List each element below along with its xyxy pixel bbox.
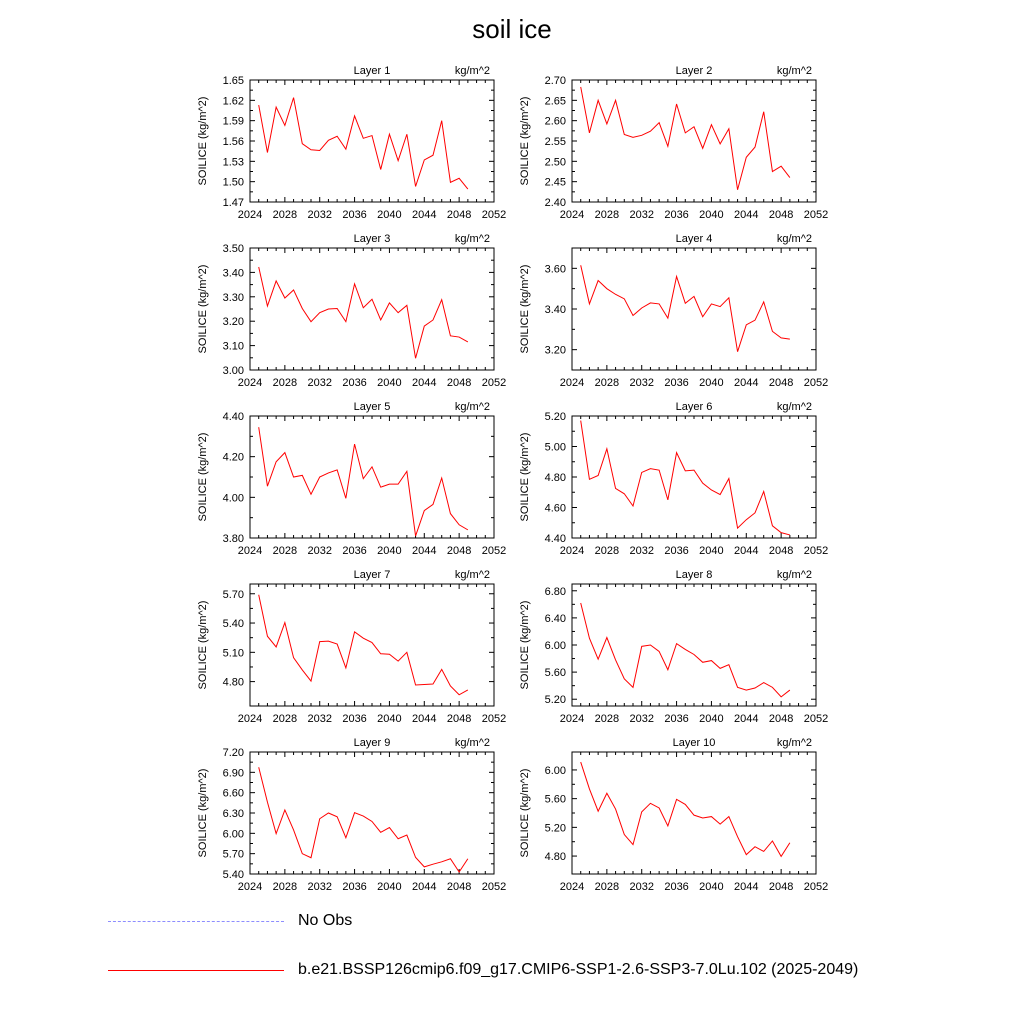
panel-6-xtick-label: 2040 <box>699 545 724 557</box>
panel-3-ytick-label: 3.20 <box>222 316 244 329</box>
panel-7-xtick-label: 2032 <box>307 713 332 725</box>
panel-8-units: kg/m^2 <box>776 569 812 581</box>
panel-5-xtick-label: 2040 <box>377 545 402 557</box>
panel-2-xtick-label: 2028 <box>594 209 620 221</box>
panel-7-xtick-label: 2052 <box>481 713 507 725</box>
panel-9-ytick-label: 6.00 <box>222 828 244 841</box>
panel-2-title: Layer 2 <box>675 65 713 77</box>
panel-4-frame <box>572 248 816 370</box>
panel-5-xtick-label: 2052 <box>481 545 507 557</box>
panel-5-xtick-label: 2036 <box>342 545 367 557</box>
panel-9-xtick-label: 2048 <box>446 881 472 893</box>
panel-7-frame <box>250 584 494 706</box>
panel-7-title: Layer 7 <box>353 569 391 581</box>
panel-2-ytick-label: 2.45 <box>544 176 566 189</box>
panel-2-ytick-label: 2.40 <box>544 197 566 209</box>
panel-2-xtick-label: 2048 <box>768 209 794 221</box>
panel-7-units: kg/m^2 <box>454 569 490 581</box>
legend-swatch-solid <box>108 970 284 971</box>
panel-5-xtick-label: 2028 <box>272 545 298 557</box>
panel-1-xtick-label: 2040 <box>377 209 402 221</box>
panel-10-ytick-label: 5.60 <box>544 793 566 806</box>
panel-1-ytick-label: 1.65 <box>222 75 244 87</box>
panel-8-xtick-label: 2040 <box>699 713 724 725</box>
panel-8-ytick-label: 6.80 <box>544 585 566 598</box>
panel-2-ytick-label: 2.50 <box>544 156 566 169</box>
panel-2-frame <box>572 80 816 202</box>
panel-1-xtick-label: 2048 <box>446 209 472 221</box>
panel-10-ytick-label: 4.80 <box>544 851 566 864</box>
panel-1-xtick-label: 2024 <box>237 209 263 221</box>
panel-3-xtick-label: 2040 <box>377 377 402 389</box>
panel-8-xtick-label: 2032 <box>629 713 654 725</box>
panel-2-ytick-label: 2.60 <box>544 115 566 128</box>
panel-4-xtick-label: 2052 <box>803 377 829 389</box>
legend-label-model-run: b.e21.BSSP126cmip6.f09_g17.CMIP6-SSP1-2.6-SSP3-7.0Lu.102 (2025-2049) <box>298 961 859 978</box>
panel-10-xtick-label: 2032 <box>629 881 654 893</box>
panel-10-ylabel: SOILICE (kg/m^2) <box>519 768 531 858</box>
panel-2-xtick-label: 2044 <box>734 209 759 221</box>
panel-10-xtick-label: 2040 <box>699 881 724 893</box>
panel-7-xtick-label: 2028 <box>272 713 298 725</box>
panel-3-xtick-label: 2024 <box>237 377 263 389</box>
panel-5-xtick-label: 2044 <box>412 545 437 557</box>
panel-2-ylabel: SOILICE (kg/m^2) <box>519 96 531 186</box>
panel-6-ytick-label: 5.20 <box>544 411 566 423</box>
panel-6-ytick-label: 4.80 <box>544 472 566 484</box>
panel-2-series-line <box>581 87 790 190</box>
panel-3-units: kg/m^2 <box>454 233 490 245</box>
panel-8-title: Layer 8 <box>675 569 713 581</box>
panel-8-xtick-label: 2052 <box>803 713 829 725</box>
panel-9-ytick-label: 7.20 <box>222 747 244 759</box>
panel-5-units: kg/m^2 <box>454 401 490 413</box>
panel-6-xtick-label: 2044 <box>734 545 759 557</box>
panel-7-xtick-label: 2044 <box>412 713 437 725</box>
panel-7-xtick-label: 2036 <box>342 713 367 725</box>
panel-4-xtick-label: 2024 <box>559 377 585 389</box>
panel-6-units: kg/m^2 <box>776 401 812 413</box>
panel-1-xtick-label: 2052 <box>481 209 507 221</box>
panel-3-xtick-label: 2044 <box>412 377 437 389</box>
panel-1-ytick-label: 1.59 <box>222 115 244 128</box>
panel-8-ytick-label: 6.40 <box>544 612 566 625</box>
panel-4-xtick-label: 2040 <box>699 377 724 389</box>
panel-7-xtick-label: 2048 <box>446 713 472 725</box>
panel-3-ytick-label: 3.30 <box>222 291 244 304</box>
panel-4-title: Layer 4 <box>675 233 713 245</box>
panel-2-xtick-label: 2032 <box>629 209 654 221</box>
panel-9-ytick-label: 5.40 <box>222 869 244 881</box>
panel-3-frame <box>250 248 494 370</box>
panel-4-xtick-label: 2048 <box>768 377 794 389</box>
panel-9-ytick-label: 5.70 <box>222 848 244 861</box>
panel-10-xtick-label: 2024 <box>559 881 585 893</box>
panel-2-xtick-label: 2040 <box>699 209 724 221</box>
panel-2-ytick-label: 2.65 <box>544 95 566 108</box>
panel-1-ytick-label: 1.47 <box>222 197 244 209</box>
chart-title: soil ice <box>472 14 552 44</box>
panel-4-ytick-label: 3.60 <box>544 263 566 276</box>
panel-9-xtick-label: 2044 <box>412 881 437 893</box>
panel-8-xtick-label: 2028 <box>594 713 620 725</box>
panel-6-xtick-label: 2028 <box>594 545 620 557</box>
panel-5-ytick-label: 4.40 <box>222 411 244 423</box>
panel-7-xtick-label: 2040 <box>377 713 402 725</box>
panel-6-ylabel: SOILICE (kg/m^2) <box>519 432 531 522</box>
panel-5-ytick-label: 3.80 <box>222 533 244 545</box>
panel-3-ytick-label: 3.40 <box>222 267 244 280</box>
panel-10-ytick-label: 5.20 <box>544 822 566 835</box>
panel-5-xtick-label: 2024 <box>237 545 263 557</box>
panel-2-ytick-label: 2.55 <box>544 136 566 148</box>
panel-3-xtick-label: 2048 <box>446 377 472 389</box>
panel-1-ytick-label: 1.53 <box>222 156 244 169</box>
panel-4-xtick-label: 2028 <box>594 377 620 389</box>
panel-1-xtick-label: 2044 <box>412 209 437 221</box>
panel-9-xtick-label: 2028 <box>272 881 298 893</box>
panel-10-xtick-label: 2044 <box>734 881 759 893</box>
panel-5-ytick-label: 4.20 <box>222 451 244 464</box>
panel-4-xtick-label: 2032 <box>629 377 654 389</box>
panel-3-ytick-label: 3.00 <box>222 365 244 377</box>
panel-8-xtick-label: 2048 <box>768 713 794 725</box>
panel-9-xtick-label: 2040 <box>377 881 402 893</box>
panel-3-ylabel: SOILICE (kg/m^2) <box>197 264 209 354</box>
panel-3-xtick-label: 2028 <box>272 377 298 389</box>
panel-1-xtick-label: 2036 <box>342 209 367 221</box>
panel-1-ytick-label: 1.56 <box>222 136 244 148</box>
panel-3-ytick-label: 3.50 <box>222 243 244 255</box>
panel-7-ytick-label: 5.40 <box>222 618 244 631</box>
panel-6-xtick-label: 2032 <box>629 545 654 557</box>
panel-1-title: Layer 1 <box>353 65 391 77</box>
panel-4-xtick-label: 2036 <box>664 377 689 389</box>
panel-2-xtick-label: 2024 <box>559 209 585 221</box>
panel-6-xtick-label: 2036 <box>664 545 689 557</box>
panel-8-ytick-label: 6.00 <box>544 640 566 652</box>
panel-9-xtick-label: 2052 <box>481 881 507 893</box>
panel-8-ytick-label: 5.20 <box>544 694 566 707</box>
panel-2-xtick-label: 2036 <box>664 209 689 221</box>
panel-4-ylabel: SOILICE (kg/m^2) <box>519 264 531 354</box>
panel-5-xtick-label: 2032 <box>307 545 332 557</box>
panel-8-ytick-label: 5.60 <box>544 667 566 680</box>
panel-6-ytick-label: 4.40 <box>544 533 566 545</box>
panel-8-frame <box>572 584 816 706</box>
panel-7-series-line <box>259 595 468 695</box>
panel-9-ytick-label: 6.60 <box>222 787 244 800</box>
panel-1-ytick-label: 1.50 <box>222 176 244 189</box>
panel-4-ytick-label: 3.20 <box>544 344 566 357</box>
panel-8-xtick-label: 2036 <box>664 713 689 725</box>
panel-10-title: Layer 10 <box>672 737 716 749</box>
panel-9-xtick-label: 2032 <box>307 881 332 893</box>
panel-6-ytick-label: 5.00 <box>544 441 566 454</box>
legend-swatch-dashed <box>108 921 284 922</box>
panel-1-xtick-label: 2032 <box>307 209 332 221</box>
panel-4-xtick-label: 2044 <box>734 377 759 389</box>
panel-10-series-line <box>581 762 790 856</box>
panel-2-units: kg/m^2 <box>776 65 812 77</box>
panel-10-frame <box>572 752 816 874</box>
panel-9-title: Layer 9 <box>353 737 391 749</box>
panel-3-xtick-label: 2036 <box>342 377 367 389</box>
panel-9-xtick-label: 2036 <box>342 881 367 893</box>
panel-8-xtick-label: 2024 <box>559 713 585 725</box>
panel-10-xtick-label: 2048 <box>768 881 794 893</box>
panel-1-units: kg/m^2 <box>454 65 490 77</box>
panel-4-series-line <box>581 265 790 351</box>
panel-1-xtick-label: 2028 <box>272 209 298 221</box>
panel-5-ylabel: SOILICE (kg/m^2) <box>197 432 209 522</box>
panel-5-title: Layer 5 <box>353 401 391 413</box>
panel-8-series-line <box>581 603 790 697</box>
panel-6-xtick-label: 2024 <box>559 545 585 557</box>
panel-1-frame <box>250 80 494 202</box>
panel-6-frame <box>572 416 816 538</box>
panel-7-ytick-label: 4.80 <box>222 676 244 689</box>
panel-1-series-line <box>259 98 468 189</box>
panel-6-xtick-label: 2052 <box>803 545 829 557</box>
panel-6-xtick-label: 2048 <box>768 545 794 557</box>
panel-2-ytick-label: 2.70 <box>544 75 566 87</box>
panel-3-title: Layer 3 <box>353 233 391 245</box>
panel-7-ylabel: SOILICE (kg/m^2) <box>197 600 209 690</box>
panel-8-xtick-label: 2044 <box>734 713 759 725</box>
legend-label-no-obs: No Obs <box>298 912 353 929</box>
panel-10-ytick-label: 6.00 <box>544 764 566 777</box>
panel-3-xtick-label: 2032 <box>307 377 332 389</box>
panel-3-xtick-label: 2052 <box>481 377 507 389</box>
panel-9-ytick-label: 6.90 <box>222 767 244 780</box>
panel-7-ytick-label: 5.70 <box>222 588 244 601</box>
panel-1-ytick-label: 1.62 <box>222 95 244 108</box>
panel-3-ytick-label: 3.10 <box>222 340 244 353</box>
panel-10-xtick-label: 2052 <box>803 881 829 893</box>
panel-6-series-line <box>581 421 790 535</box>
panel-9-xtick-label: 2024 <box>237 881 263 893</box>
panel-7-xtick-label: 2024 <box>237 713 263 725</box>
panel-5-frame <box>250 416 494 538</box>
panel-9-units: kg/m^2 <box>454 737 490 749</box>
panel-9-ytick-label: 6.30 <box>222 808 244 820</box>
panel-2-xtick-label: 2052 <box>803 209 829 221</box>
panel-9-ylabel: SOILICE (kg/m^2) <box>197 768 209 858</box>
panel-10-xtick-label: 2028 <box>594 881 620 893</box>
panel-10-units: kg/m^2 <box>776 737 812 749</box>
panel-5-series-line <box>259 427 468 536</box>
panel-1-ylabel: SOILICE (kg/m^2) <box>197 96 209 186</box>
panel-4-units: kg/m^2 <box>776 233 812 245</box>
panel-5-xtick-label: 2048 <box>446 545 472 557</box>
panel-9-series-line <box>259 767 468 872</box>
panel-7-ytick-label: 5.10 <box>222 647 244 660</box>
panel-4-ytick-label: 3.40 <box>544 304 566 316</box>
panel-8-ylabel: SOILICE (kg/m^2) <box>519 600 531 690</box>
panel-5-ytick-label: 4.00 <box>222 492 244 505</box>
panel-3-series-line <box>259 267 468 358</box>
panel-6-ytick-label: 4.60 <box>544 502 566 515</box>
panel-6-title: Layer 6 <box>675 401 713 413</box>
panel-10-xtick-label: 2036 <box>664 881 689 893</box>
